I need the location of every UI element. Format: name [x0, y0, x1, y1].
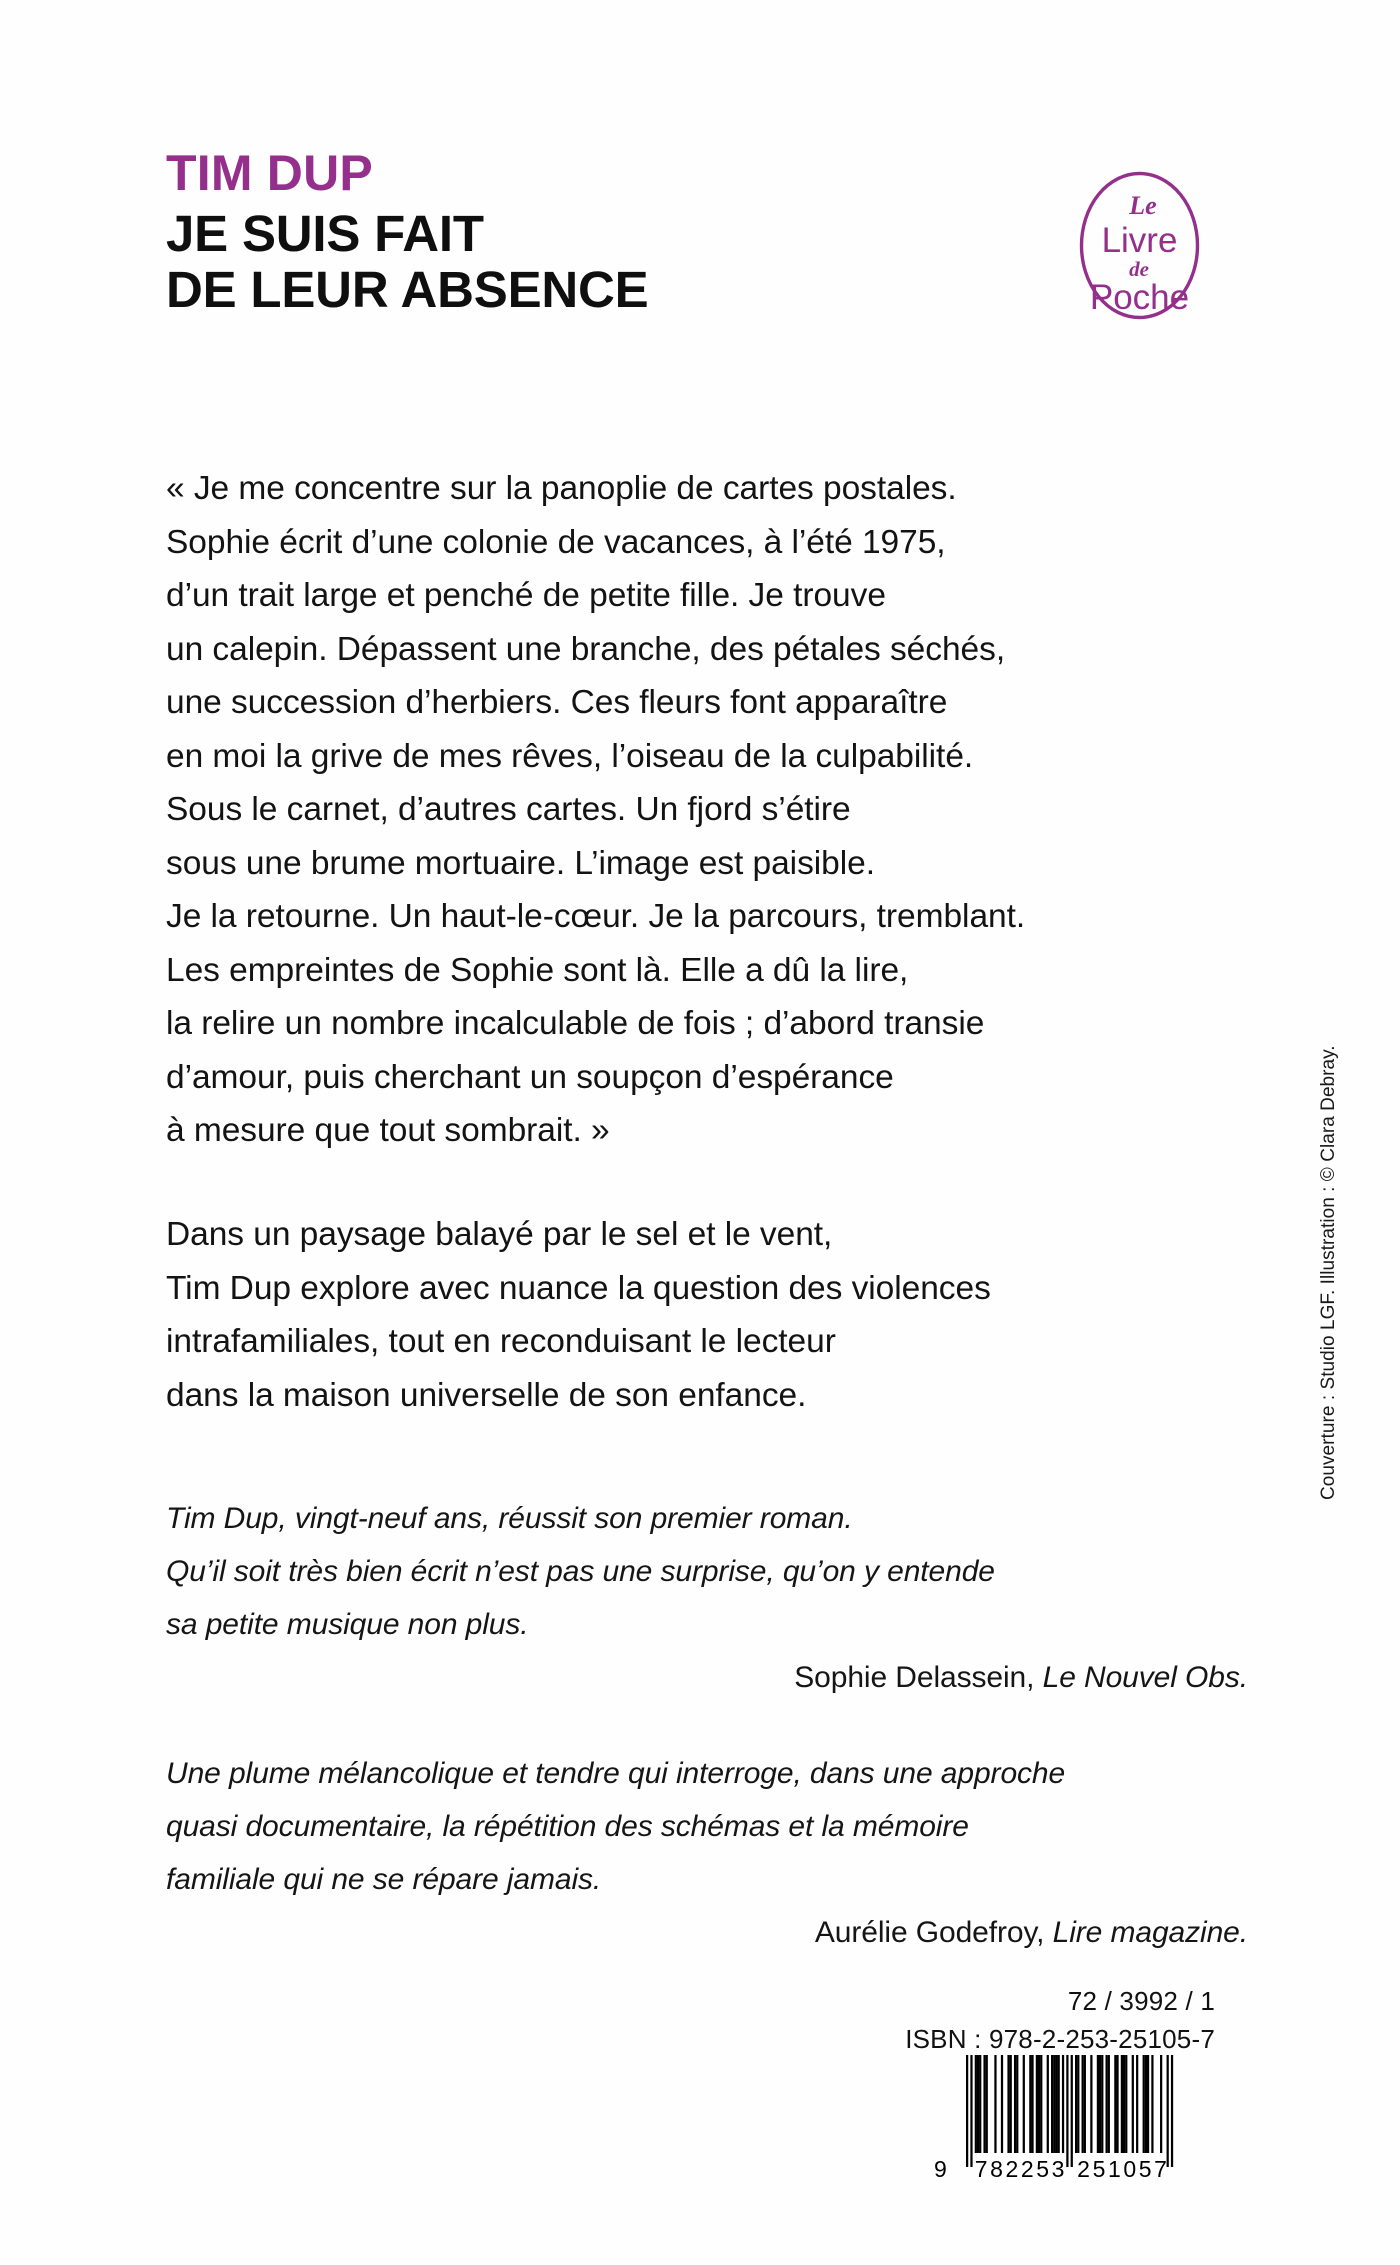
book-title-line-1: JE SUIS FAIT: [166, 205, 484, 262]
press-review-line: quasi documentaire, la répétition des schémas et la mémoire: [166, 1810, 969, 1843]
book-title: [166, 206, 926, 317]
critic-name: Aurélie Godefroy,: [814, 1916, 1053, 1949]
excerpt-line: Je la retourne. Un haut-le-cœur. Je la parcours, tremblant.: [166, 898, 1026, 935]
logo-text-le: Le: [1129, 191, 1157, 220]
excerpt-line: « Je me concentre sur la panoplie de cartes postales.: [166, 470, 957, 507]
press-review-1: [166, 1492, 1256, 1704]
press-review-line: Tim Dup, vingt-neuf ans, réussit son premier roman.: [166, 1502, 853, 1535]
cover-credits: Couverture : Studio LGF. Illustration : © Clara Debray.: [1318, 1045, 1339, 1500]
svg-text:251057: 251057: [1077, 2156, 1170, 2182]
publisher-logo: [1077, 168, 1202, 323]
excerpt-line: en moi la grive de mes rêves, l’oiseau de la culpabilité.: [166, 737, 974, 775]
excerpt-line: Sous le carnet, d’autres cartes. Un fjord s’étire: [166, 791, 851, 828]
press-review-2: [166, 1747, 1256, 1959]
excerpt-line: la relire un nombre incalculable de fois ; d’abord transie: [166, 1005, 985, 1042]
press-attribution-1: [166, 1651, 1256, 1704]
book-excerpt: [166, 462, 1256, 1158]
book-synopsis: [166, 1208, 1256, 1422]
excerpt-line: d’un trait large et penché de petite fille. Je trouve: [166, 577, 886, 614]
press-review-line: Une plume mélancolique et tendre qui interroge, dans une approche: [166, 1757, 1066, 1790]
author-name: TIM DUP: [166, 145, 373, 201]
reference-code: 72 / 3992 / 1: [1067, 1986, 1215, 2016]
svg-text:782253: 782253: [974, 2156, 1068, 2182]
isbn-block: [905, 1982, 1215, 2058]
press-review-line: familiale qui ne se répare jamais.: [166, 1863, 602, 1896]
press-attribution-2: [166, 1906, 1256, 1959]
critic-name: Sophie Delassein,: [794, 1661, 1043, 1694]
svg-text:9: 9: [934, 2156, 950, 2182]
logo-text-de: de: [1129, 257, 1149, 281]
excerpt-line: Les empreintes de Sophie sont là. Elle a dû la lire,: [166, 951, 909, 989]
excerpt-line: un calepin. Dépassent une branche, des pétales séchés,: [166, 630, 1006, 668]
book-title-line-2: DE LEUR ABSENCE: [166, 260, 649, 318]
ean-barcode: [930, 2055, 1260, 2225]
excerpt-line: sous une brume mortuaire. L’image est paisible.: [166, 844, 875, 882]
logo-text-poche: Poche: [1089, 278, 1190, 317]
synopsis-line: Dans un paysage balayé par le sel et le vent,: [166, 1216, 833, 1253]
synopsis-line: dans la maison universelle de son enfance.: [166, 1376, 807, 1414]
synopsis-line: Tim Dup explore avec nuance la question des violences: [166, 1269, 991, 1307]
publication-name: Lire magazine.: [1052, 1916, 1248, 1949]
press-review-line: sa petite musique non plus.: [166, 1608, 529, 1641]
synopsis-line: intrafamiliales, tout en reconduisant le lecteur: [166, 1323, 836, 1360]
press-review-line: Qu’il soit très bien écrit n’est pas une surprise, qu’on y entende: [166, 1555, 995, 1588]
logo-text-livre: Livre: [1101, 221, 1178, 260]
isbn-code: ISBN : 978-2-253-25105-7: [905, 2024, 1215, 2054]
cover-header: [166, 145, 926, 318]
excerpt-line: une succession d’herbiers. Ces fleurs font apparaître: [166, 684, 948, 721]
excerpt-line: d’amour, puis cherchant un soupçon d’espérance: [166, 1058, 894, 1096]
excerpt-line: à mesure que tout sombrait. »: [166, 1112, 610, 1149]
excerpt-line: Sophie écrit d’une colonie de vacances, à l’été 1975,: [166, 523, 946, 561]
publication-name: Le Nouvel Obs.: [1042, 1661, 1248, 1694]
